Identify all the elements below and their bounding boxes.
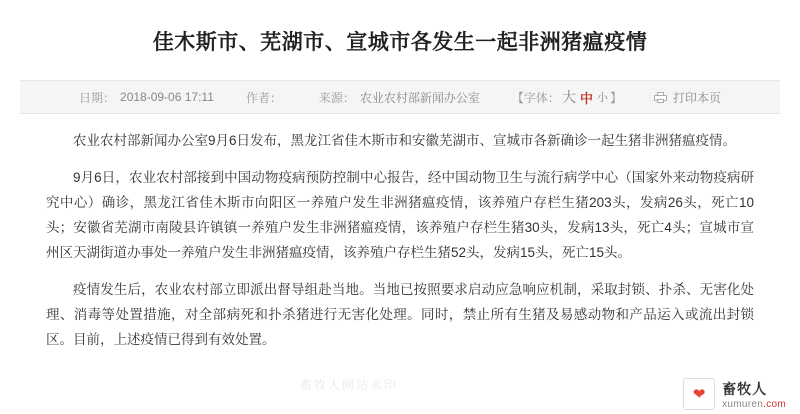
meta-date [79, 89, 214, 106]
page-right-margin [790, 0, 800, 414]
font-size-medium-option[interactable]: 中 [579, 90, 593, 106]
font-size-label: 【字体： [511, 90, 560, 105]
font-size-small-option[interactable]: 小 [596, 92, 608, 104]
font-size-close-bracket: 】 [609, 90, 622, 105]
brand-url-suffix: .com [763, 398, 786, 410]
meta-author [246, 89, 287, 106]
brand-name: 畜牧人 [722, 380, 768, 397]
heart-icon: ❤ [692, 386, 706, 403]
article-paragraph: 9月6日，农业农村部接到中国动物疫病预防控制中心报告，经中国动物卫生与流行病学中心（国家外来动物疫病研究中心）确诊，黑龙江省佳木斯市向阳区一养殖户发生非洲猪瘟疫情，该养殖户存栏生猪203头，发病26头，死亡10头；安徽省芜湖市南陵县许镇镇一养殖户发生非洲猪瘟疫情，该养殖户存栏生猪30头，发病13头，死亡4头；宣城市宣州区天湖街道办事处一养殖户发生非洲猪瘟疫情，该养殖户存栏生猪52头，发病15头，死亡15头。 [46, 170, 754, 260]
page-left-margin [0, 0, 10, 414]
article-paragraph: 疫情发生后，农业农村部立即派出督导组赴当地。当地已按照要求启动应急响应机制，采取封锁、扑杀、无害化处理、消毒等处置措施，对全部病死和扑杀猪进行无害化处理。同时，禁止所有生猪及易感动物和产品运入或流出封锁区。目前，上述疫情已得到有效处置。 [46, 282, 754, 347]
site-brand-badge [683, 378, 786, 410]
watermark-center-text: 畜牧人网站水印 [300, 378, 399, 392]
print-page-label: 打印本页 [672, 90, 721, 105]
brand-text-group [722, 379, 786, 410]
article-body [0, 114, 800, 352]
brand-url-main: xumuren [722, 398, 764, 410]
meta-source [319, 89, 480, 106]
meta-date-value: 2018-09-06 17:11 [120, 90, 214, 104]
meta-author-label: 作者： [245, 90, 282, 105]
qr-code-icon [683, 378, 715, 410]
printer-icon [654, 92, 667, 103]
font-size-switcher[interactable] [512, 87, 622, 107]
meta-source-value: 农业农村部新闻办公室 [359, 90, 480, 105]
footer-watermark-area [0, 370, 800, 414]
meta-date-label: 日期： [79, 90, 116, 105]
article-paragraph: 农业农村部新闻办公室9月6日发布，黑龙江省佳木斯市和安徽芜湖市、宣城市各新确诊一起生猪非洲猪瘟疫情。 [73, 133, 737, 148]
meta-source-label: 来源： [318, 90, 355, 105]
print-page-button[interactable] [654, 89, 721, 106]
article-meta-bar [20, 80, 780, 114]
brand-url [722, 399, 786, 410]
font-size-large-option[interactable]: 大 [561, 89, 576, 105]
page-title: 佳木斯市、芜湖市、宣城市各发生一起非洲猪瘟疫情 [152, 31, 648, 54]
